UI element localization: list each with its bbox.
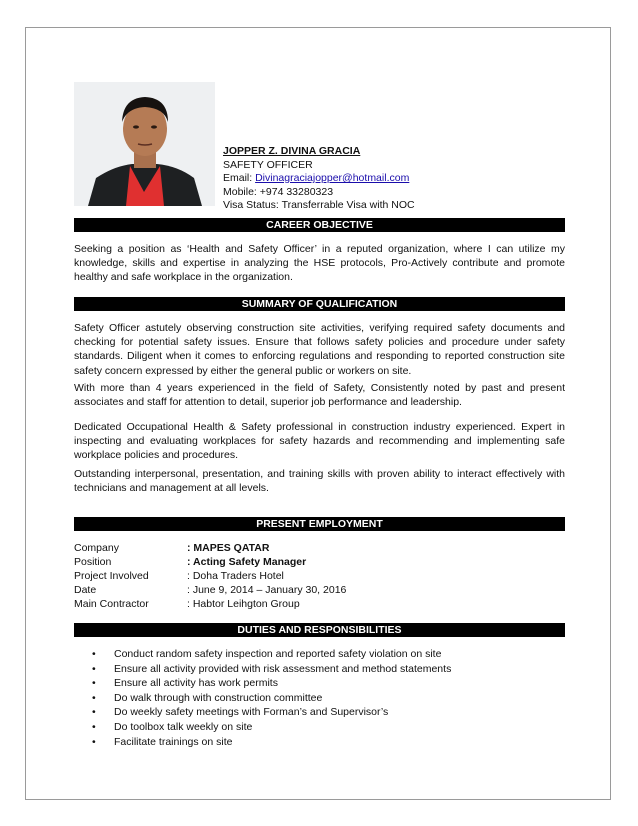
summary-paragraph: With more than 4 years experienced in the field of Safety, Consistently noted by past and present associates and staff for attention to detail, superior job performance and leadership. [74,382,565,409]
list-item [92,720,451,735]
list-item [92,735,451,750]
duty-text: Do weekly safety meetings with Forman’s and Supervisor’s [114,706,389,719]
bullet-icon: • [92,648,96,660]
bullet-icon: • [92,735,96,748]
summary-paragraph: Dedicated Occupational Health & Safety professional in construction industry experienced. Expert in inspecting and evaluating workplaces for safety hazards and recommending and implementing safe workplace policies and procedures. [74,421,565,462]
employment-label: Project Involved [74,570,149,582]
list-item [92,676,451,691]
job-title: SAFETY OFFICER [223,158,313,171]
duty-text: Do toolbox talk weekly on site [114,720,253,733]
employment-value: : MAPES QATAR [187,542,270,554]
candidate-name: JOPPER Z. DIVINA GRACIA [223,145,361,157]
bullet-icon: • [92,706,96,719]
bullet-icon: • [92,662,96,675]
list-item [92,691,451,706]
summary-heading: SUMMARY OF QUALIFICATION [74,297,565,311]
duties-heading: DUTIES AND RESPONSIBILITIES [74,623,565,637]
mobile-line: Mobile: +974 33280323 [223,185,334,198]
employment-label: Position [74,556,112,568]
employment-row [74,541,346,555]
employment-value: : June 9, 2014 – January 30, 2016 [187,584,347,596]
summary-paragraph: Outstanding interpersonal, presentation, and training skills with proven ability to interact effectively with technicians and management at all levels. [74,468,565,495]
employment-label: Date [74,584,97,596]
list-item [92,705,451,720]
employment-value: : Doha Traders Hotel [187,570,284,582]
duties-list [92,647,451,749]
employment-value: : Acting Safety Manager [187,556,307,568]
email-link[interactable]: Divinagraciajopper@hotmail.com [255,172,410,184]
email-line [223,172,415,186]
list-item [92,647,451,662]
employment-row [74,583,346,597]
list-item [92,662,451,677]
contact-info [223,145,415,213]
summary-paragraph: Safety Officer astutely observing construction site activities, verifying required safety documents and checking for potential safety issues. Ensure that follows safety policies and procedure under safety standards. Diligent when it comes to enforcing regulations and responding to reported construction site safety concern expressed by either the general public or workers on site. [74,322,565,377]
employment-label: Main Contractor [74,598,149,610]
bullet-icon: • [92,677,96,690]
career-objective-text: Seeking a position as ‘Health and Safety Officer’ in a reputed organization, where I can utilize my knowledge, skills and expertise in analyzing the HSE protocols, Pro-Actively contribute and promote healthy and safe workplace in the organization. [74,243,565,284]
employment-label: Company [74,542,119,554]
email-label: Email: [223,172,256,184]
visa-status: Visa Status: Transferrable Visa with NOC [223,199,415,211]
career-objective-heading: CAREER OBJECTIVE [74,218,565,232]
duty-text: Ensure all activity has work permits [114,677,278,690]
duty-text: Conduct random safety inspection and reported safety violation on site [114,648,442,660]
profile-photo [74,82,215,206]
duty-text: Facilitate trainings on site [114,735,233,748]
employment-row [74,555,346,569]
bullet-icon: • [92,720,96,733]
duty-text: Do walk through with construction committee [114,691,323,704]
employment-row [74,569,346,583]
bullet-icon: • [92,691,96,704]
employment-row [74,597,346,611]
duty-text: Ensure all activity provided with risk assessment and method statements [114,662,452,675]
present-employment-heading: PRESENT EMPLOYMENT [74,517,565,531]
employment-value: : Habtor Leihgton Group [187,598,300,610]
employment-details [74,541,346,611]
